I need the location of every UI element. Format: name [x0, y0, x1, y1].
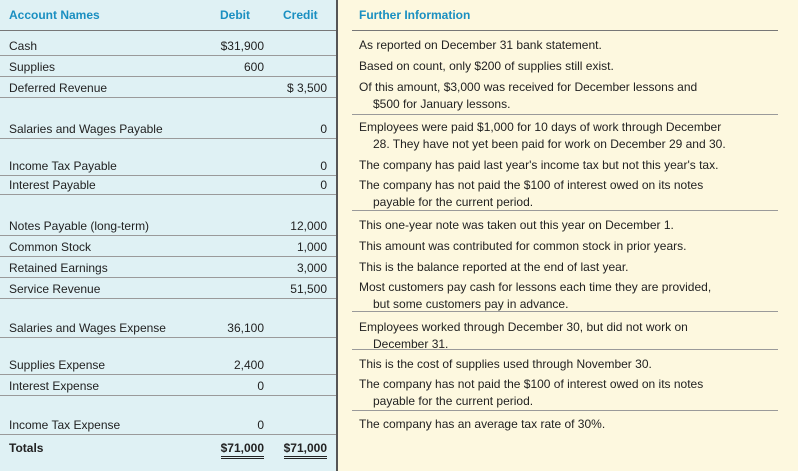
account-row [0, 417, 336, 433]
row-divider [0, 434, 336, 435]
section-divider [352, 210, 778, 211]
account-name: Salaries and Wages Expense [9, 321, 166, 335]
further-info-text [359, 238, 779, 255]
further-info-text [359, 217, 779, 234]
row-divider [0, 277, 336, 278]
info-line: The company has an average tax rate of 30%. [359, 417, 606, 431]
info-line: The company has paid last year's income tax but not this year's tax. [359, 158, 719, 172]
row-divider [0, 298, 336, 299]
total-credit: $71,000 [284, 440, 327, 459]
info-line: 28. They have not yet been paid for work on December 29 and 30. [373, 137, 726, 151]
row-divider [0, 395, 336, 396]
further-info-text [359, 119, 779, 153]
debit-amount: 0 [257, 379, 264, 393]
section-divider [352, 349, 778, 350]
total-debit: $71,000 [221, 440, 264, 459]
info-line: Employees worked through December 30, but did not work on [359, 320, 688, 334]
debit-header: Debit [220, 8, 250, 22]
account-row [0, 80, 336, 96]
credit-amount: 0 [320, 159, 327, 173]
account-name: Cash [9, 39, 38, 53]
section-divider [352, 410, 778, 411]
credit-amount: 51,500 [290, 282, 327, 296]
row-divider [0, 55, 336, 56]
row-divider [0, 76, 336, 77]
row-divider [0, 374, 336, 375]
info-line: As reported on December 31 bank statement. [359, 38, 602, 52]
further-info-text [359, 376, 779, 410]
info-line: payable for the current period. [373, 195, 534, 209]
credit-amount: 3,000 [296, 261, 327, 275]
credit-amount: 0 [320, 178, 327, 192]
account-row [0, 239, 336, 255]
section-divider [352, 114, 778, 115]
debit-amount: $31,900 [220, 39, 264, 53]
credit-amount: 12,000 [290, 219, 327, 233]
debit-amount: 36,100 [227, 321, 264, 335]
further-info-text [359, 259, 779, 276]
info-line: Of this amount, $3,000 was received for December lessons and [359, 80, 698, 94]
account-name: Interest Expense [9, 379, 100, 393]
account-name: Interest Payable [9, 178, 96, 192]
info-line: The company has not paid the $100 of interest owed on its notes [359, 377, 704, 391]
account-name: Notes Payable (long-term) [9, 219, 150, 233]
account-name: Income Tax Payable [9, 159, 117, 173]
row-divider [0, 235, 336, 236]
info-line: Based on count, only $200 of supplies still exist. [359, 59, 614, 73]
header-divider-left [0, 30, 336, 31]
info-line: payable for the current period. [373, 394, 534, 408]
account-row [0, 59, 336, 75]
credit-amount: 0 [320, 122, 327, 136]
debit-amount: 600 [243, 60, 264, 74]
row-divider [0, 194, 336, 195]
credit-amount: 1,000 [296, 240, 327, 254]
info-line: $500 for January lessons. [373, 97, 511, 111]
further-info-text [359, 319, 779, 353]
account-name: Retained Earnings [9, 261, 108, 275]
info-line: The company has not paid the $100 of interest owed on its notes [359, 178, 704, 192]
account-row [0, 378, 336, 394]
account-names-header: Account Names [9, 8, 100, 22]
totals-row [0, 440, 336, 456]
account-row [0, 260, 336, 276]
account-row [0, 177, 336, 193]
credit-header: Credit [283, 8, 318, 22]
row-divider [0, 256, 336, 257]
account-row [0, 38, 336, 54]
further-info-text [359, 416, 779, 433]
further-info-header: Further Information [359, 8, 471, 22]
account-row [0, 158, 336, 174]
account-name: Common Stock [9, 240, 92, 254]
further-info-text [359, 79, 779, 113]
account-name: Income Tax Expense [9, 418, 121, 432]
account-name: Supplies Expense [9, 358, 106, 372]
debit-amount: 0 [257, 418, 264, 432]
info-line: This is the balance reported at the end of last year. [359, 260, 629, 274]
account-name: Service Revenue [9, 282, 101, 296]
further-info-text [359, 279, 779, 313]
account-row [0, 218, 336, 234]
further-info-text [359, 177, 779, 211]
debit-amount: 2,400 [233, 358, 264, 372]
further-info-text [359, 157, 779, 174]
row-divider [0, 97, 336, 98]
info-line: Most customers pay cash for lessons each time they are provided, [359, 280, 712, 294]
account-name: Salaries and Wages Payable [9, 122, 163, 136]
further-info-text [359, 356, 779, 373]
row-divider [0, 337, 336, 338]
account-row [0, 320, 336, 336]
credit-amount: $ 3,500 [286, 81, 327, 95]
row-divider [0, 175, 336, 176]
account-name: Supplies [9, 60, 56, 74]
account-row [0, 281, 336, 297]
row-divider [0, 138, 336, 139]
totals-label: Totals [9, 441, 44, 455]
further-info-text [359, 58, 779, 75]
info-line: This amount was contributed for common stock in prior years. [359, 239, 687, 253]
account-row [0, 357, 336, 373]
account-row [0, 121, 336, 137]
info-line: Employees were paid $1,000 for 10 days of work through December [359, 120, 722, 134]
further-info-text [359, 37, 779, 54]
info-line: This is the cost of supplies used through November 30. [359, 357, 652, 371]
section-divider [352, 311, 778, 312]
header-divider-right [352, 30, 778, 31]
info-line: December 31. [373, 337, 449, 351]
info-line: but some customers pay in advance. [373, 297, 569, 311]
info-line: This one-year note was taken out this year on December 1. [359, 218, 674, 232]
account-name: Deferred Revenue [9, 81, 108, 95]
